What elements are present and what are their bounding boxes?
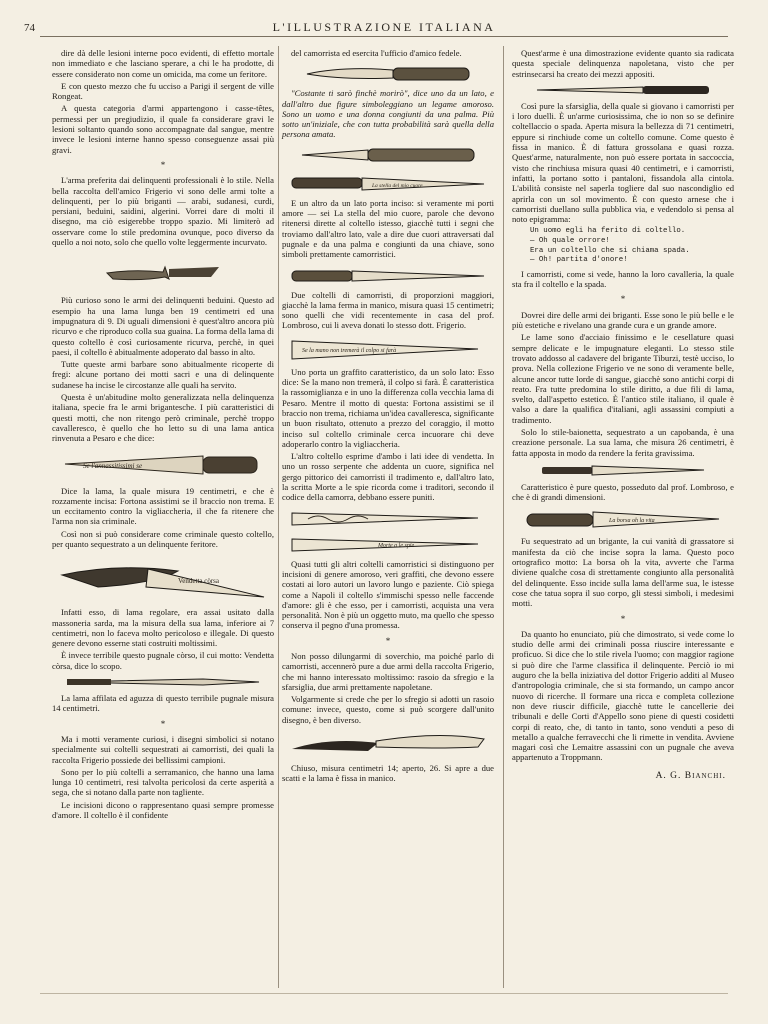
paragraph: Tutte queste armi barbare sono abitualmente ricoperte di fregi: alcune portano dei motti sacri e una di delinquente sudanese ha incise le circostanze alle quali ha servito. — [52, 359, 274, 390]
paragraph: dire dà delle lesioni interne poco evidenti, di effetto mortale non immediato e che lasciano sperare, a chi le ha prodotte, di essere considerato non come un omicida, ma come un feritore. — [52, 48, 274, 79]
blade-inscription: La stella del mio cuore — [372, 182, 423, 189]
sardinian-knife-illustration — [58, 553, 268, 603]
section-star: * — [620, 613, 626, 624]
paragraph: Solo lo stile-baionetta, sequestrato a un capobanda, è una creazione personale. La sua lama, che misura 26 centimetri, è fatta apposta in modo da rendere la ferita gravissima. — [512, 426, 734, 458]
column-middle — [282, 48, 494, 786]
paragraph: Le incisioni dicono o rappresentano quasi sempre promesse d'amore. Il coltello è il confidente — [52, 799, 274, 821]
paragraph: Sono per lo più coltelli a serramanico, che hanno una lama lunga 10 centimetri, resi talvolta pericolosi da certe asperità a sega, che si notano dalla parte non tagliente. — [52, 766, 274, 798]
paragraph: Fu sequestrato ad un brigante, la cui vanità di grassatore si manifesta da ciò che incise sopra la lama. Questo poco ortografico motto: La borsa oh la vita, avverte che l'arma diviene qualche cosa di strettamente congiunto alla personalità del delinquente. Esso incide sulla lama dell'arme sua, le istesse cose che tatua sopra il suo corpo, gli stessi simboli, i medesimi motti. — [512, 536, 734, 609]
paragraph: Volgarmente si crede che per lo sfregio si adotti un rasoio comune: invece, questo, come si può scorgere dall'unito disegno, è ben diverso. — [282, 694, 494, 725]
serpent-blade-illustration — [288, 507, 488, 529]
column-rule — [278, 46, 279, 988]
razor-illustration — [288, 729, 488, 759]
paragraph: Uno porta un graffito caratteristico, da un solo lato: Esso dice: Se la mano non tremerà, il colpo si farà. È caratteristica la rassomiglianza e in uno la differenza colla vecchia lama di Pesaro. Mentre il motto di questa: Fortona assistimi se il braccio non trema, richiama un'idea cavalleresca, significante un buon risultato, ottenuto a prezzo del coraggio, il motto inciso sul coltello criminale cerca incuorare chi deve adoperarlo contro la vigliaccheria. — [282, 366, 494, 449]
page-footer-rule — [40, 993, 728, 994]
epigram — [530, 227, 734, 265]
camorra-knife-illustration — [298, 144, 478, 166]
section-star: * — [160, 159, 166, 170]
magazine-title: L'ILLUSTRAZIONE ITALIANA — [272, 20, 496, 34]
epigram-line: Un uomo egli ha ferito di coltello. — [530, 227, 686, 236]
column-rule — [503, 46, 504, 988]
paragraph: L'altro coltello esprime d'ambo i lati idee di vendetta. In uno un rosso serpente che addenta un cuore, significa nel gergo pittorico dei camorristi il tradimento e, dall'altro lato, la scritta Morte a le spie ricorda come i traditori, secondo il codice della camorra, debbano essere puniti. — [282, 451, 494, 503]
paragraph: Quest'arme è una dimostrazione evidente quanto sia radicata questa speciale delinquenza napoletana, visto che per estrinsecarsi ha creato dei mezzi appositi. — [512, 48, 734, 79]
column-left — [52, 48, 274, 822]
camorra-knife-illustration — [303, 62, 473, 84]
paragraph: Chiuso, misura centimetri 14; aperto, 26. Si apre a due scatti e la lama è fissa in manico. — [282, 763, 494, 784]
author-signature: A. G. Bianchi. — [655, 770, 726, 781]
blade-inscription: Se la mano non tremerà il colpo si farà — [302, 347, 397, 354]
paragraph: Quasi tutti gli altri coltelli camorristici si distinguono per incisioni di genere amoroso, veri graffiti, che devono essere costati ai loro autori un lavoro lungo e paziente. Ciò spiega come a Napoli il coltello s'immischi spesso nelle faccende d'amore: gli è che esso, per i camorristi, acquista una vera personalità. Non è più un oggetto muto, ma quello che spesso conserva il pegno d'una promessa. — [282, 558, 494, 631]
paragraph: Così pure la sfarsiglia, della quale si giovano i camorristi per i loro duelli. È un'arme curiosissima, che io non so se definire coltellaccio o spada. Aperta misura la bellezza di 71 centimetri, eppure si rinchiude come un coltello comune. Come questo è fissa in manico. È di fattura grossolana e quasi rozza. Quest'arme, naturalmente, non può essere portata in saccoccia, visto che rinchiusa misura quasi 40 centimetri, e i camorristi, infatti, la portano sotto i pantaloni, fissandola alla cintola. L'abilità consiste nel saperla togliere dal suo nascondiglio ed aprirla con un sol movimento. È con questo arnese che i camorristi duellano sulla pubblica via, e vedendolo si pensa al noto epigramma: — [512, 100, 734, 225]
paragraph: Dovrei dire delle armi dei briganti. Esse sono le più belle e le più estetiche e rivelano una grande cura e un grande amore. — [512, 309, 734, 331]
paragraph: Questa è un'abitudine molto generalizzata nella delinquenza italiana, specie fra le armi brigantesche. I più caratteristici di questi motti, che non ritengo però criminale, perchè troppo cavalleresco, è quello che ho letto su di una lama antica rinvenuta a Pesaro e che dice: — [52, 392, 274, 444]
paragraph: Non posso dilungarmi di soverchio, ma poiché parlo di camorristi, accennerò pure a due armi della raccolta Frigerio, che mi hanno interessato moltissimo: rasoio da sfregio e la sfarsiglia, due armi prettamente napoletane. — [282, 650, 494, 692]
paragraph: La lama affilata ed aguzza di questo terribile pugnale misura 14 centimetri. — [52, 693, 274, 714]
epigram-line: — Oh quale orrore! — [530, 237, 610, 246]
paragraph: È invece terribile questo pugnale còrso, il cui motto: Vendetta còrsa, dice lo scopo. — [52, 650, 274, 671]
morte-blade-illustration — [288, 533, 488, 555]
paragraph: I camorristi, come si vede, hanno la loro cavalleria, la quale sta fra il coltello e la spada. — [512, 268, 734, 290]
paragraph: Dice la lama, la quale misura 19 centimetri, e che è rozzamente incisa: Fortona assistimi se il braccio non trema. E un eccitamento contro la vigliaccheria, il che fa ritenere che l'arma non sia criminale. — [52, 485, 274, 527]
paragraph: Ma i motti veramente curiosi, i disegni simbolici si notano specialmente sui coltelli sequestrati ai camorristi, dei quali la raccolta Frigerio possiede dei bellissimi campioni. — [52, 733, 274, 765]
paragraph: Le lame sono d'acciaio finissimo e le cesellature quasi sempre delicate e le impugnature eleganti. Lo stesso stile trovato addosso al cadavere del brigante Tiburzi, testè ucciso, lo prova. Nella collezione Frigerio ve ne sono di veramente belle, alcune ancor tutte lorde di sangue, giacchè sono antichi corpi di reato. Fra tutte predomina lo stile diritto, a due fili di lama, svelto, dall'aspetto estetico. È l'antico stile italiano, il quale è valso a dare la qualifica d'italiani, agli assassini compiuti a tradimento. — [512, 332, 734, 425]
paragraph: Così non si può considerare come criminale questo coltello, per quanto sequestrato a un delinquente feritore. — [52, 528, 274, 549]
pesaro-blade-illustration — [63, 448, 263, 482]
corsican-dagger-illustration — [63, 675, 263, 689]
graffito-blade-illustration — [288, 335, 488, 363]
page-number: 74 — [24, 22, 35, 34]
blade-inscription: La borsa oh la vita — [609, 518, 655, 525]
camorra-knife-illustration — [288, 170, 488, 194]
camorra-knife-illustration — [288, 264, 488, 286]
epigram-line: Era un coltello che si chiama spada. — [530, 246, 690, 255]
paragraph: A questa categoria d'armi appartengono i casse-têtes, permessi per un pregiudizio, il quale fa considerare gravi le lesioni soltanto quando sono accompagnate dal sangue, mentre invece le lesioni interne hanno spesso conseguenze assai più gravi. — [52, 103, 274, 155]
brigand-knife-illustration — [523, 506, 723, 532]
paragraph: Infatti esso, di lama regolare, era assai usitato dalla massoneria sarda, ma la misura della sua lama, inferiore ai 7 centimetri, non lo faceva molto pericoloso e illegale. Di questo genere devono esserne stati costruiti moltissimi. — [52, 607, 274, 649]
section-star: * — [160, 718, 166, 729]
paragraph: Caratteristico è pure questo, posseduto dal prof. Lombroso, e che è di grandi dimensioni. — [512, 481, 734, 503]
paragraph: Due coltelli di camorristi, di proporzioni maggiori, giacchè la lama ferma in manico, misura quasi 15 centimetri; sono quelli che vidi recentemente in casa del prof. Lombroso, cui li aveva donati lo stesso dott. Frigerio. — [282, 289, 494, 331]
bedouin-dagger-illustration — [103, 251, 223, 291]
blade-inscription: Vendetta còrsa — [178, 577, 220, 586]
epigram-line: — Oh! partita d'onore! — [530, 256, 628, 265]
section-star: * — [620, 294, 626, 305]
column-right — [512, 48, 734, 781]
stile-bayonet-illustration — [538, 462, 708, 478]
paragraph: L'arma preferita dai delinquenti professionali è lo stile. Nella bella raccolta dell'amico Frigerio vi sono delle armi tolte a delinquenti, per lo più briganti — arabi, sudanesi, curdi, persiani, beduini, saidini, algerini. Vorrei dare di molti il disegno, ma ciò esigerebbe troppo spazio. Mi limiterò ad osservare come lo stile predomina ovunque, poco diverso da quello a noi noto, solo che quello volte leggermente incurvato. — [52, 175, 274, 248]
blade-inscription: Morte a le spie — [378, 542, 415, 549]
paragraph: E con questo mezzo che fu ucciso a Parigi il sergent de ville Rongeat. — [52, 80, 274, 102]
sfarsiglia-illustration — [533, 83, 713, 97]
blade-inscription: Se l'annassitissimi se — [83, 461, 143, 470]
paragraph: E un altro da un lato porta inciso: si veramente mi porti amore — sei La stella del mio cuore, parole che devono ritenersi dirette al coltello istesso, giacchè tutti i segni che troviamo dall'altro lato, vale a dire due cuori attraversati dal pugnale e da una palma e congiunti da una chiave, sono simboli prettamente camorristici. — [282, 197, 494, 260]
paragraph: "Costante ti sarò finchè morirò", dice uno da un lato, e dall'altro due figure simboleggiano un legame amoroso. Sono un uomo e una donna congiunti da una palma. Più sotto un'iniziale, che con tutta probabilità sarà quella della persona amata. — [282, 88, 494, 140]
paragraph: del camorrista ed esercita l'ufficio d'amico fedele. — [291, 48, 462, 58]
paragraph: Da quanto ho enunciato, più che dimostrato, si vede come lo studio delle armi dei criminali possa riuscire interessante e proficuo. Si dice che lo stile rivela l'uomo; con maggior ragione si può dire che l'arme classifica il delinquente. Perciò io mi auguro che la bella iniziativa del dottor Frigerio additi al Museo d'antropologia criminale, che si sta formando, un campo ancor nuovo di ricerche. Il formare una ricca e completa collezione non deve riuscir difficile, giacchè tutte le cancellerie dei tribunali e delle Corti d'Appello sono piene di questi cosidetti corpi di reato, che, di tanto in tanto, sono venduti a peso di metallo a qualche ferravecchi che li rimette in vendita. Avviene magari così che Lemaitre assassini con un pugnale che aveva appartenuto a Troppmann. — [512, 628, 734, 763]
section-star: * — [385, 635, 391, 646]
paragraph: Più curioso sono le armi dei delinquenti beduini. Questo ad esempio ha una lama lunga ben 19 centimetri ed una impugnatura di 9. Di uguali dimensioni è quest'altro ancora più ricurvo e che riproduco colla sua guaina. La forma della lama di questo coltello è così curiosamente ricurva, perchè, in quei paesi, il coltello è abitualmente adoperato dal basso in alto. — [52, 295, 274, 357]
